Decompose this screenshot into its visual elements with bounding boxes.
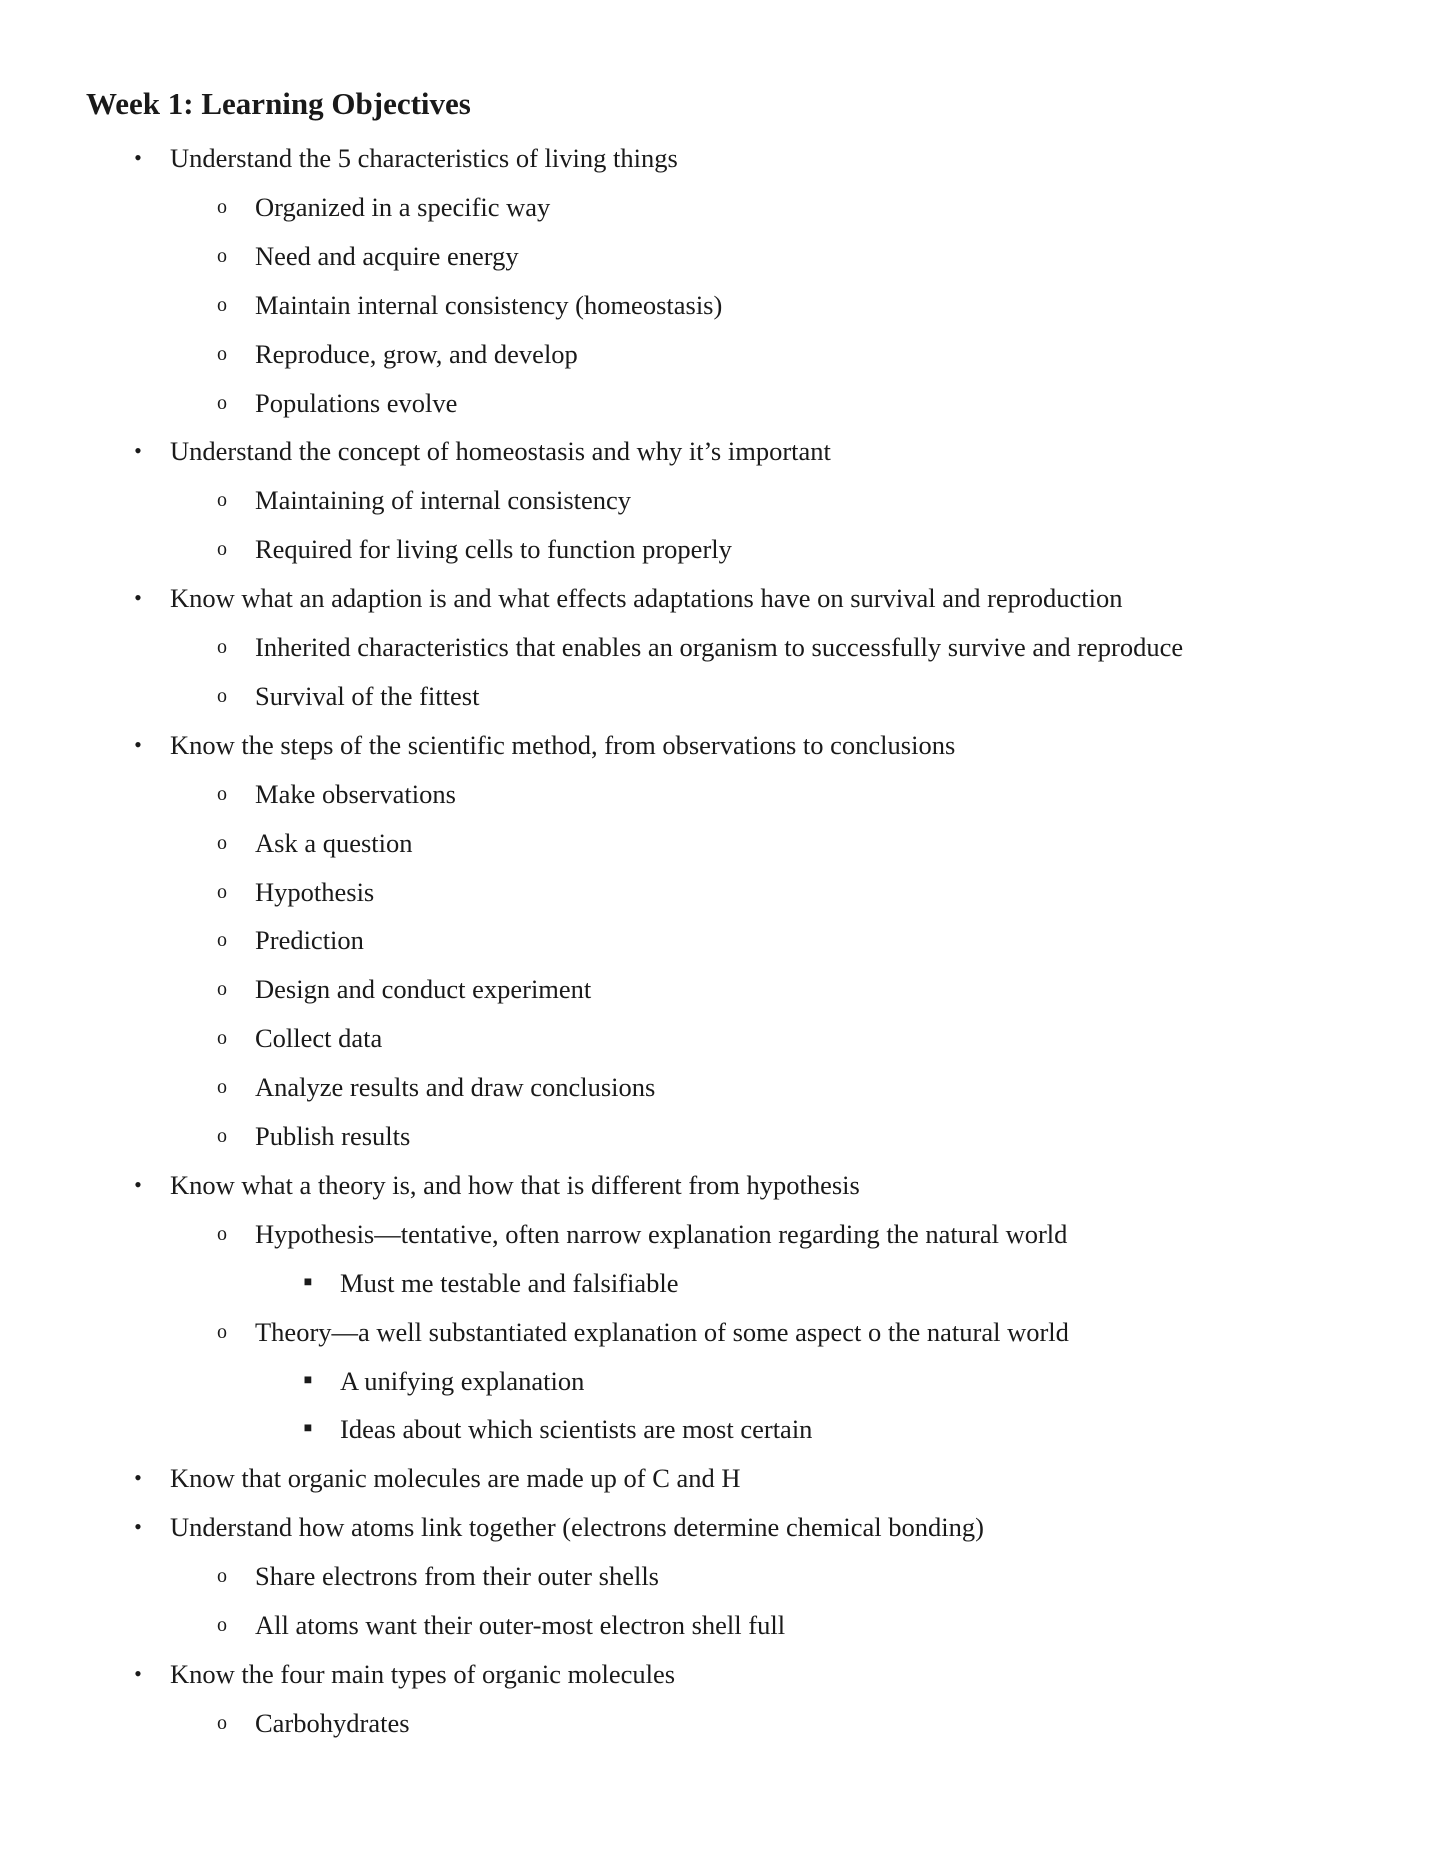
list-marker: •	[134, 732, 142, 757]
list-marker: o	[217, 881, 227, 903]
list-item-text: Maintaining of internal consistency	[255, 485, 632, 515]
list-marker: •	[134, 438, 142, 463]
list-marker: •	[134, 1465, 142, 1490]
list-marker: o	[217, 1223, 227, 1245]
list-marker: o	[217, 245, 227, 267]
list-marker: o	[217, 1565, 227, 1587]
list-item-text: Know the four main types of organic molecules	[170, 1659, 676, 1689]
list-marker: o	[217, 1125, 227, 1147]
list-item-text: Prediction	[255, 925, 364, 955]
list-marker: o	[217, 685, 227, 707]
list-marker: •	[134, 145, 142, 170]
list-marker: o	[217, 343, 227, 365]
list-item-text: Know that organic molecules are made up of C and H	[170, 1463, 741, 1493]
list-item-text: Understand the concept of homeostasis and why it’s important	[170, 436, 831, 466]
list-item-text: Understand how atoms link together (electrons determine chemical bonding)	[170, 1512, 984, 1542]
list-marker: o	[217, 783, 227, 805]
list-item-text: Survival of the fittest	[255, 681, 480, 711]
list-marker: o	[217, 636, 227, 658]
list-item-text: Reproduce, grow, and develop	[255, 339, 578, 369]
list-marker: •	[134, 1514, 142, 1539]
list-marker: •	[134, 585, 142, 610]
list-marker: •	[134, 1661, 142, 1686]
list-item-text: Organized in a specific way	[255, 192, 551, 222]
list-item-text: Ideas about which scientists are most certain	[340, 1414, 813, 1444]
list-item-text: Theory—a well substantiated explanation of some aspect o the natural world	[255, 1317, 1069, 1347]
list-marker: o	[217, 1614, 227, 1636]
list-marker: o	[217, 489, 227, 511]
list-marker: o	[217, 1027, 227, 1049]
list-item-text: Populations evolve	[255, 388, 458, 418]
page-title: Week 1: Learning Objectives	[86, 86, 471, 121]
list-marker: o	[217, 1712, 227, 1734]
list-marker: ■	[303, 1421, 313, 1436]
list-item-text: Collect data	[255, 1023, 383, 1053]
list-item-text: Publish results	[255, 1121, 411, 1151]
list-marker: o	[217, 929, 227, 951]
list-marker: •	[134, 1172, 142, 1197]
list-item-text: Design and conduct experiment	[255, 974, 592, 1004]
list-item-text: A unifying explanation	[340, 1366, 585, 1396]
list-marker: o	[217, 392, 227, 414]
list-item-text: Make observations	[255, 779, 456, 809]
list-item-text: Share electrons from their outer shells	[255, 1561, 659, 1591]
list-item-text: Understand the 5 characteristics of living things	[170, 143, 678, 173]
list-item-text: Ask a question	[255, 828, 413, 858]
list-marker: o	[217, 1321, 227, 1343]
list-marker: o	[217, 978, 227, 1000]
list-marker: o	[217, 196, 227, 218]
list-marker: o	[217, 294, 227, 316]
list-item-text: Hypothesis—tentative, often narrow explanation regarding the natural world	[255, 1219, 1068, 1249]
list-item-text: Must me testable and falsifiable	[340, 1268, 679, 1298]
list-item-text: Hypothesis	[255, 877, 375, 907]
list-marker: o	[217, 1076, 227, 1098]
list-item-text: Know what a theory is, and how that is different from hypothesis	[170, 1170, 860, 1200]
list-item-text: Carbohydrates	[255, 1708, 410, 1738]
list-item-text: All atoms want their outer-most electron shell full	[255, 1610, 786, 1640]
list-marker: ■	[303, 1275, 313, 1290]
list-item-text: Know what an adaption is and what effects adaptations have on survival and reproduction	[170, 583, 1123, 613]
list-item-text: Required for living cells to function properly	[255, 534, 732, 564]
list-marker: o	[217, 832, 227, 854]
list-item-text: Inherited characteristics that enables an organism to successfully survive and reproduce	[255, 632, 1184, 662]
list-marker: o	[217, 538, 227, 560]
list-item-text: Maintain internal consistency (homeostasis)	[255, 290, 723, 320]
list-marker: ■	[303, 1373, 313, 1388]
list-item-text: Analyze results and draw conclusions	[255, 1072, 656, 1102]
list-item-text: Know the steps of the scientific method, from observations to conclusions	[170, 730, 956, 760]
list-item-text: Need and acquire energy	[255, 241, 519, 271]
